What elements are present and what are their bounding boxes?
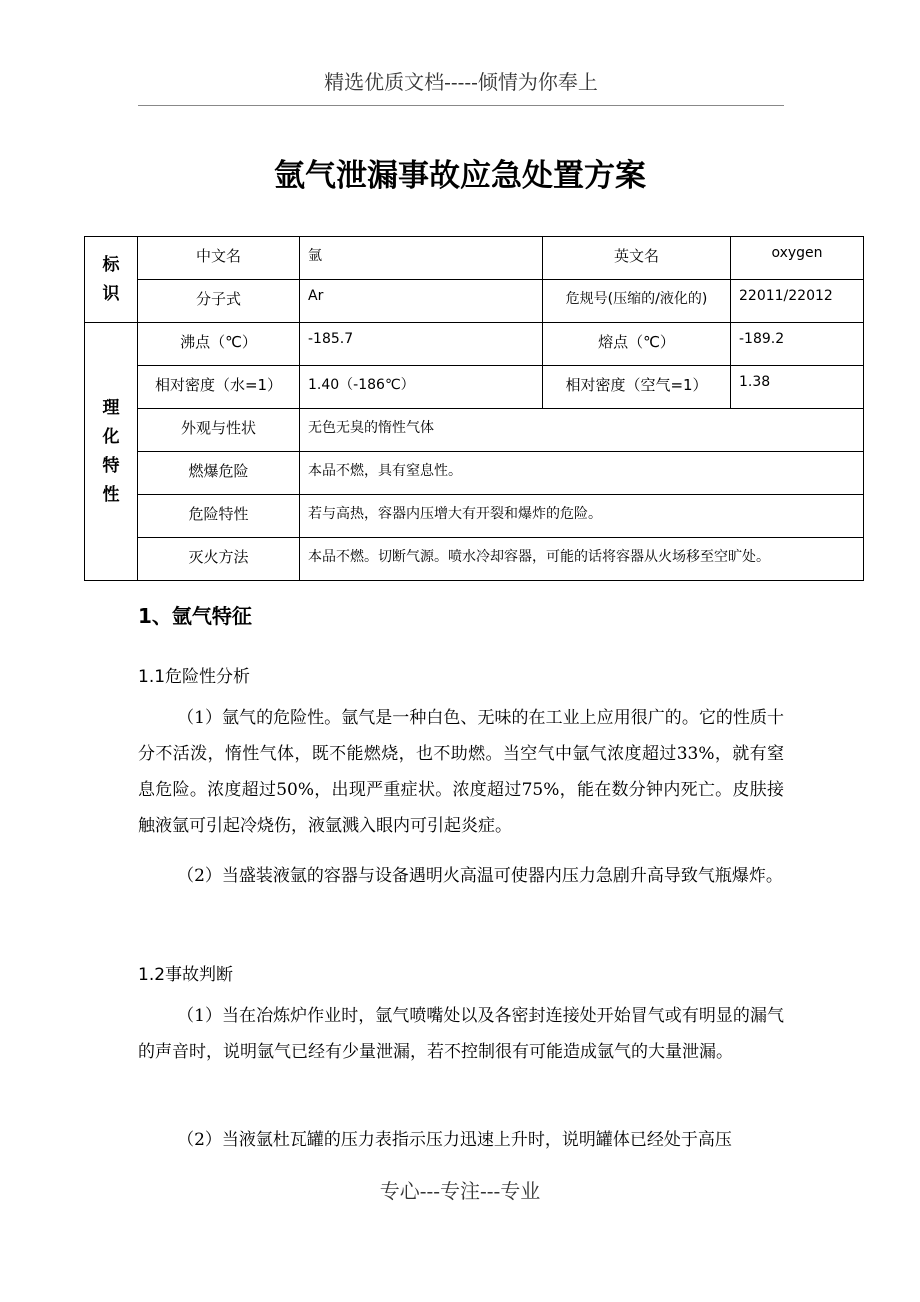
table-cell: -185.7 bbox=[300, 323, 543, 366]
table-cell: oxygen bbox=[731, 237, 864, 280]
subsection-heading-hazard-analysis: 1.1危险性分析 bbox=[138, 667, 251, 687]
table-cell: 熔点（℃） bbox=[543, 323, 731, 366]
table-cell: 22011/22012 bbox=[731, 280, 864, 323]
table-cell: 1.38 bbox=[731, 366, 864, 409]
table-row bbox=[85, 323, 864, 366]
paragraph-pressure-judgment: （2）当液氩杜瓦罐的压力表指示压力迅速上升时，说明罐体已经处于高压 bbox=[177, 1130, 732, 1150]
table-cell: 燃爆危险 bbox=[138, 452, 300, 495]
table-cell: 若与高热，容器内压增大有开裂和爆炸的危险。 bbox=[300, 495, 864, 538]
table-cell: 英文名 bbox=[543, 237, 731, 280]
table-cell: 危险特性 bbox=[138, 495, 300, 538]
table-row bbox=[85, 280, 864, 323]
page-footer: 专心---专注---专业 bbox=[379, 1179, 541, 1203]
paragraph-explosion: （2）当盛装液氩的容器与设备遇明火高温可使器内压力急剧升高导致气瓶爆炸。 bbox=[177, 866, 783, 886]
page-header: 精选优质文档-----倾情为你奉上 bbox=[138, 66, 784, 106]
section-heading: 1、氩气特征 bbox=[138, 604, 252, 628]
table-cell: 灭火方法 bbox=[138, 538, 300, 581]
table-cell: 分子式 bbox=[138, 280, 300, 323]
table-cell: 氩 bbox=[300, 237, 543, 280]
table-row bbox=[85, 495, 864, 538]
table-cell: 本品不燃。切断气源。喷水冷却容器，可能的话将容器从火场移至空旷处。 bbox=[300, 538, 864, 581]
table-cell: 外观与性状 bbox=[138, 409, 300, 452]
table-cell: 相对密度（空气=1） bbox=[543, 366, 731, 409]
table-row bbox=[85, 409, 864, 452]
group-label-identification: 标 识 bbox=[85, 237, 138, 323]
document-title: 氩气泄漏事故应急处置方案 bbox=[274, 158, 646, 194]
table-cell: 1.40（-186℃） bbox=[300, 366, 543, 409]
table-row bbox=[85, 237, 864, 280]
argon-properties-table bbox=[84, 236, 864, 581]
table-row bbox=[85, 538, 864, 581]
table-cell: 危规号(压缩的/液化的) bbox=[543, 280, 731, 323]
table-cell: -189.2 bbox=[731, 323, 864, 366]
table-cell: 相对密度（水=1） bbox=[138, 366, 300, 409]
group-label-physicochemical: 理 化 特 性 bbox=[85, 323, 138, 581]
table-cell: 本品不燃，具有窒息性。 bbox=[300, 452, 864, 495]
table-row bbox=[85, 366, 864, 409]
paragraph-hazard: （1）氩气的危险性。氩气是一种白色、无味的在工业上应用很广的。它的性质十分不活泼，惰性气体，既不能燃烧，也不助燃。当空气中氩气浓度超过33%，就有窒息危险。浓度超过50%，出现严重症状。浓度超过75%，能在数分钟内死亡。皮肤接触液氩可引起冷烧伤，液氩溅入眼内可引起炎症。 bbox=[138, 708, 784, 836]
table-cell: Ar bbox=[300, 280, 543, 323]
subsection-heading-accident-judgment: 1.2事故判断 bbox=[138, 965, 234, 985]
table-row bbox=[85, 452, 864, 495]
table-cell: 无色无臭的惰性气体 bbox=[300, 409, 864, 452]
table-cell: 中文名 bbox=[138, 237, 300, 280]
table-cell: 沸点（℃） bbox=[138, 323, 300, 366]
paragraph-leak-judgment: （1）当在冶炼炉作业时，氩气喷嘴处以及各密封连接处开始冒气或有明显的漏气的声音时，说明氩气已经有少量泄漏，若不控制很有可能造成氩气的大量泄漏。 bbox=[138, 1006, 784, 1062]
